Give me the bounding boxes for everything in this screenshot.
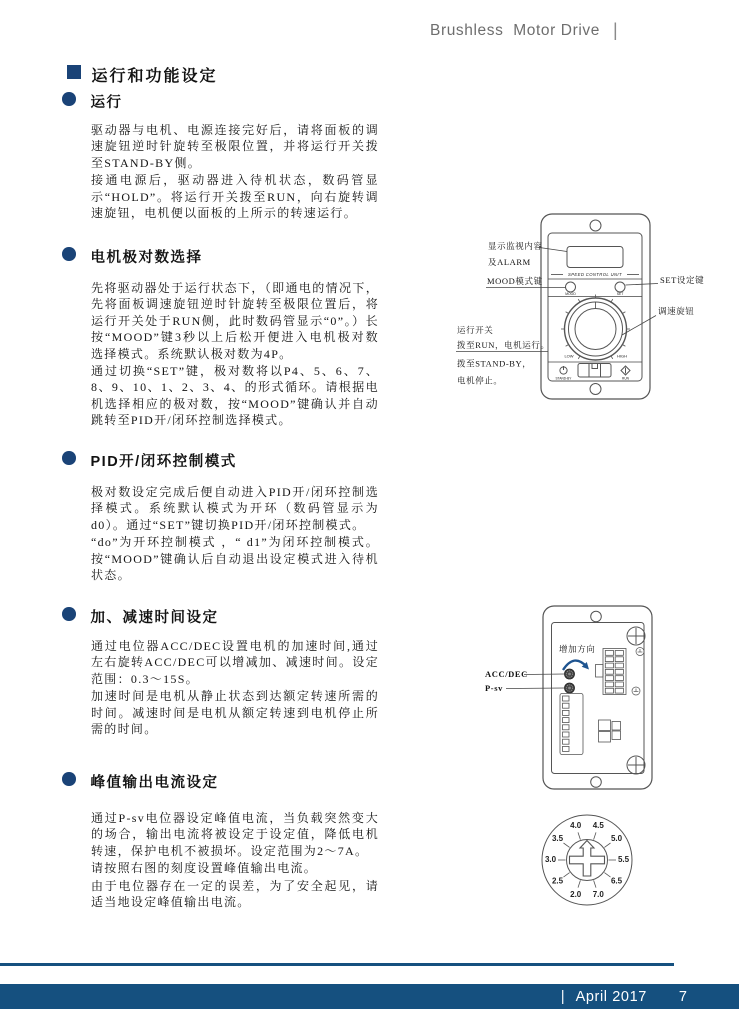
- current-dial-svg: [530, 805, 660, 925]
- section-title: 峰值输出电流设定: [90, 775, 219, 791]
- screw-hole-icon: [591, 611, 602, 622]
- circle-bullet-icon: [62, 607, 76, 621]
- section-body-pid: [91, 484, 379, 584]
- circle-bullet-icon: [62, 772, 76, 786]
- low-label: LOW: [564, 353, 574, 359]
- footer-divider: |: [560, 988, 565, 1005]
- footer-bar: [0, 984, 739, 1009]
- section-heading-peak-current: [62, 771, 219, 792]
- power-icon: [560, 366, 567, 374]
- acc-dec-potentiometer: [565, 669, 575, 679]
- dial-value: 5.5: [617, 855, 630, 865]
- footer-date: April 2017: [575, 988, 647, 1005]
- front-panel-svg: [450, 185, 750, 417]
- lower-connector: [599, 720, 621, 742]
- page-title: 运行和功能设定: [91, 68, 218, 85]
- section-heading-acc-dec-time: [62, 606, 219, 627]
- callout-dial: 调速旋钮: [658, 306, 695, 316]
- callout-switch-line1: 运行开关: [457, 325, 494, 335]
- footer-page-number: 7: [678, 988, 687, 1005]
- terminal-strip: [560, 694, 583, 755]
- dial-value: 7.0: [592, 889, 604, 899]
- section-title: PID开/闭环控制模式: [90, 454, 237, 470]
- main-section-heading: [62, 63, 218, 86]
- dial-value: 3.5: [551, 833, 564, 843]
- back-panel-diagram: [480, 590, 750, 805]
- set-button: [615, 282, 625, 292]
- front-panel-diagram: [450, 185, 750, 417]
- standby-label: STAND-BY: [555, 376, 572, 381]
- mood-button: [566, 282, 576, 292]
- section-body-acc-dec-time: [91, 638, 379, 738]
- paragraph: 通过P-sv电位器设定峰值电流，当负载突然变大的场合，输出电流将被设定于设定值，降低电机转速，保护电机不被损坏。设定范围为2～7A。: [91, 811, 379, 858]
- paragraph: 加速时间是电机从静止状态到达额定转速所需的时间。减速时间是电机从额定转速到电机停止所需的时间。: [91, 689, 379, 737]
- dial-value: 5.0: [610, 833, 623, 843]
- callout-display-line2: 及ALARM: [488, 257, 531, 267]
- dial-arrow-cross-icon: [570, 841, 605, 877]
- callout-switch-line4: 电机停止。: [457, 375, 503, 386]
- screw-hole-icon: [590, 220, 601, 231]
- screw-hole-icon: [591, 777, 602, 788]
- phillips-screw-icon: [627, 756, 645, 774]
- run-icon: [621, 366, 630, 375]
- paragraph: 接通电源后，驱动器进入待机状态，数码管显示“HOLD”。将运行开关拨至RUN，向右旋转调速旋钮，电机便以面板的上所示的转速运行。: [91, 173, 379, 221]
- callout-display-line1: 显示监视内容: [488, 241, 543, 251]
- circle-bullet-icon: [62, 247, 76, 261]
- section-heading-pid: [62, 450, 237, 471]
- acc-dec-label: ACC/DEC: [485, 669, 528, 679]
- paragraph: 极对数设定完成后便自动进入PID开/闭环控制选择模式。系统默认模式为开环（数码管显示为d0）。通过“SET”键切换PID开/闭环控制模式。: [91, 485, 379, 532]
- section-title: 电机极对数选择: [90, 250, 203, 266]
- section-heading-run: [62, 91, 123, 112]
- section-body-peak-current: [91, 810, 379, 911]
- increase-direction-label: 增加方向: [559, 644, 596, 654]
- ground-symbol-icon: [632, 687, 640, 695]
- header-divider: |: [612, 20, 618, 40]
- p-sv-potentiometer: [565, 683, 575, 693]
- circle-bullet-icon: [62, 92, 76, 106]
- dial-value: 6.5: [610, 876, 623, 886]
- callout-switch-line2: 拨至RUN，电机运行。: [457, 340, 550, 350]
- paragraph: 通过切换“SET”键，极对数将以P4、5、6、7、8、9、10、1、2、3、4、的形式循环。请根据电机选择相应的极对数，按“MOOD”键确认并自动跳转至PID开/闭环控制选择模式。: [91, 364, 379, 428]
- ground-symbol-icon: [636, 648, 644, 656]
- mood-button-label: MOOD: [565, 292, 576, 297]
- section-body-pole-pairs: [91, 280, 379, 430]
- back-panel-svg: [480, 590, 750, 805]
- paragraph: “do”为开环控制模式 ，“ d1”为闭环控制模式。按“MOOD”键确认后自动退出设定模式进入待机状态。: [91, 535, 379, 583]
- connector-block: [596, 649, 627, 695]
- dial-value: 3.0: [544, 855, 557, 865]
- paragraph: 通过电位器ACC/DEC设置电机的加速时间,通过左右旋转ACC/DEC可以增减加、减速时间。设定范围：0.3～15S。: [91, 639, 379, 686]
- run-label: RUN: [622, 376, 629, 381]
- paragraph: 驱动器与电机、电源连接完好后，请将面板的调速旋钮逆时针旋转至极限位置，并将运行开关拨至STAND-BY侧。: [91, 123, 379, 170]
- callout-mood: MOOD模式键: [487, 276, 543, 286]
- digital-display: [567, 247, 623, 268]
- dial-value: 2.0: [570, 889, 582, 899]
- section-title: 运行: [90, 95, 123, 111]
- header-title: Brushless Motor Drive: [430, 21, 600, 39]
- footer-rule: [0, 963, 674, 966]
- paragraph: 由于电位器存在一定的误差，为了安全起见，请适当地设定峰值输出电流。: [91, 878, 379, 910]
- dial-value: 2.5: [551, 876, 564, 886]
- high-label: HIGH: [617, 353, 627, 359]
- set-button-label: SET: [616, 292, 624, 297]
- callout-set: SET设定键: [660, 275, 705, 285]
- section-heading-pole-pairs: [62, 246, 203, 267]
- page-header: [430, 20, 618, 41]
- dial-value: 4.5: [592, 820, 604, 830]
- callout-switch-line3: 拨至STAND-BY，: [457, 358, 532, 369]
- current-dial-diagram: [530, 805, 660, 925]
- dial-value: 4.0: [570, 820, 582, 830]
- section-title: 加、减速时间设定: [90, 610, 219, 626]
- paragraph: 先将驱动器处于运行状态下，（即通电的情况下，先将面板调速旋钮逆时针旋转至极限位置后，将运行开关处于RUN侧，此时数码管显示“0”。）长按“MOOD”键3秒以上后松开便进入电机极对数选择模式。系统默认极对数为4P。: [91, 281, 379, 361]
- panel-brand-label: SPEED CONTROL UNIT: [568, 272, 622, 277]
- screw-hole-icon: [590, 384, 601, 395]
- speed-dial: [561, 295, 630, 361]
- circle-bullet-icon: [62, 451, 76, 465]
- run-switch: [578, 364, 611, 378]
- phillips-screw-icon: [627, 627, 645, 645]
- section-body-run: [91, 122, 379, 222]
- paragraph: 请按照右图的刻度设置峰值输出电流。: [91, 861, 318, 876]
- square-bullet-icon: [67, 65, 81, 79]
- increase-direction-arrow-icon: [563, 661, 589, 670]
- p-sv-label: P-sv: [485, 683, 503, 693]
